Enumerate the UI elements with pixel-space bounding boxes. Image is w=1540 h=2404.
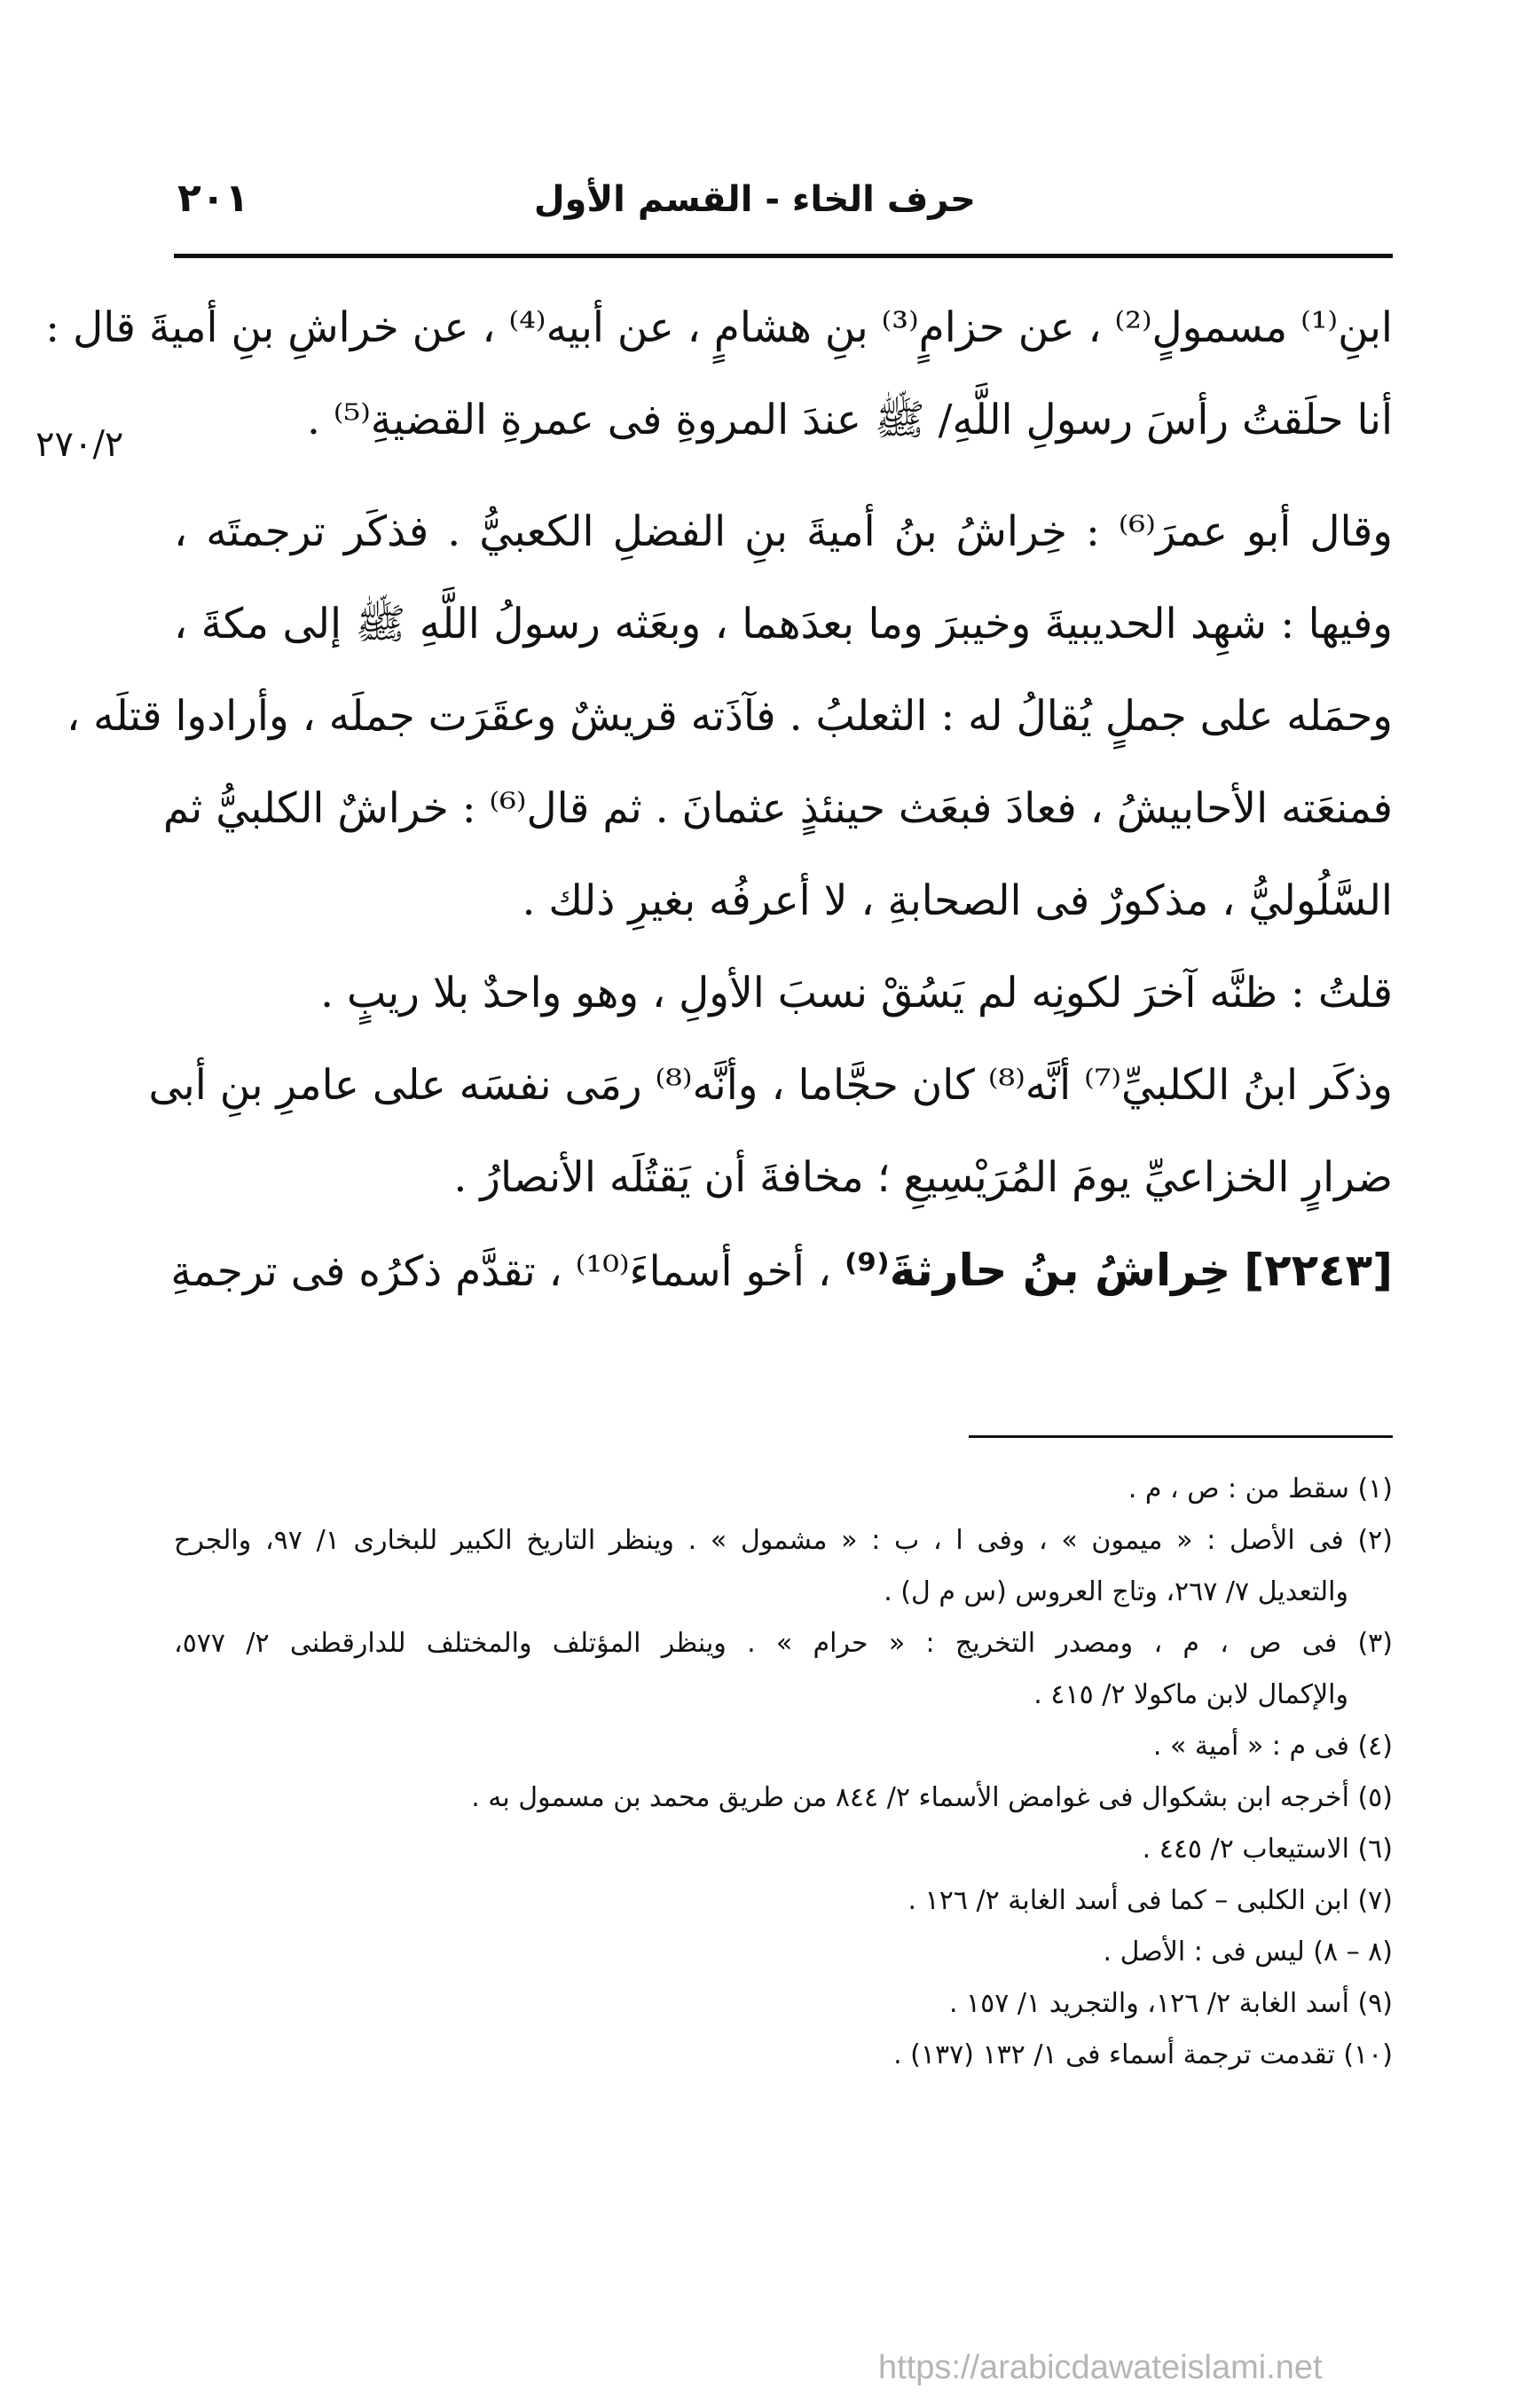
- entry-description: ، أخو أسماءَ⁽¹⁰⁾ ، تقدَّم ذكرُه فى ترجمةِ: [170, 1247, 832, 1296]
- text-line: وحمَله على جملٍ يُقالُ له : الثعلبُ . فآذَته قريشٌ وعقَرَت جملَه ، وأرادوا قتلَه ،: [67, 692, 1393, 741]
- footnote: (٢) فى الأصل : « ميمون » ، وفى ا ، ب : « مشمول » . وينظر التاريخ الكبير للبخارى ١/ ٩٧، والجرح: [174, 1525, 1393, 1556]
- text-line: فمنعَته الأحابيشُ ، فعادَ فبعَث حينئذٍ عثمانَ . ثم قال⁽⁶⁾ : خراشٌ الكلبيُّ ثم: [162, 784, 1393, 833]
- text-line: وذكَر ابنُ الكلبيِّ⁽⁷⁾ أنَّه⁽⁸⁾ كان حجَّاما ، وأنَّه⁽⁸⁾ رمَى نفسَه على عامرِ بنِ أبى: [148, 1061, 1393, 1110]
- footnote: (٣) فى ص ، م ، ومصدر التخريج : « حرام » . وينظر المؤتلف والمختلف للدارقطنى ٢/ ٥٧٧،: [174, 1628, 1393, 1659]
- entry-number: [٢٢٤٣]: [1244, 1245, 1393, 1296]
- running-title: حرف الخاء - القسم الأول: [533, 179, 976, 220]
- text-line: ابنِ⁽¹⁾ مسمولٍ⁽²⁾ ، عن حزامٍ⁽³⁾ بنِ هشامٍ ، عن أبيه⁽⁴⁾ ، عن خراشِ بنِ أميةَ قال :: [45, 303, 1393, 352]
- entry-heading-line: [170, 1224, 1393, 1316]
- watermark-url: https://arabicdawateislami.net: [878, 2349, 1323, 2386]
- text-line: ضرارٍ الخزاعيِّ يومَ المُرَيْسِيعِ ؛ مخافةَ أن يَقتُلَه الأنصارُ .: [453, 1153, 1393, 1202]
- text-line: وقال أبو عمرَ⁽⁶⁾ : خِراشُ بنُ أميةَ بنِ الفضلِ الكعبيُّ . فذكَر ترجمتَه ،: [174, 507, 1393, 556]
- marginal-volume-page-reference: ٢٧٠/٢: [35, 424, 124, 465]
- header-rule: [174, 254, 1393, 258]
- footnote: (٦) الاستيعاب ٢/ ٤٤٥ .: [1142, 1834, 1393, 1865]
- footnote: (٨ – ٨) ليس فى : الأصل .: [1103, 1937, 1393, 1968]
- footnote: (١٠) تقدمت ترجمة أسماء فى ١/ ١٣٢ (١٣٧) .: [893, 2039, 1393, 2070]
- running-header: [177, 174, 1393, 245]
- footnotes: [174, 1464, 1393, 2081]
- footnote-continuation: والإكمال لابن ماكولا ٢/ ٤١٥ .: [1033, 1679, 1348, 1710]
- page-number: ٢٠١: [177, 176, 249, 221]
- text-line: السَّلُوليُّ ، مذكورٌ فى الصحابةِ ، لا أعرفُه بغيرِ ذلك .: [522, 876, 1393, 925]
- text-line: قلتُ : ظنَّه آخرَ لكونِه لم يَسُقْ نسبَ الأولِ ، وهو واحدٌ بلا ريبٍ .: [320, 969, 1393, 1017]
- text-line: وفيها : شهِد الحديبيةَ وخيبرَ وما بعدَهما ، وبعَثه رسولُ اللَّهِ ﷺ إلى مكةَ ،: [174, 600, 1393, 648]
- footnote: (٧) ابن الكلبى – كما فى أسد الغابة ٢/ ١٢٦ .: [908, 1885, 1393, 1916]
- text-line: أنا حلَقتُ رأسَ رسولِ اللَّهِ/ ﷺ عندَ المروةِ فى عمرةِ القضيةِ⁽⁵⁾ .: [306, 396, 1393, 444]
- footnote-rule: [969, 1435, 1393, 1438]
- entry-name: خِراشُ بنُ حارثةَ⁽⁹⁾: [844, 1245, 1231, 1296]
- footnote: (١) سقط من : ص ، م .: [1128, 1473, 1393, 1504]
- footnote: (٥) أخرجه ابن بشكوال فى غوامض الأسماء ٢/ ٨٤٤ من طريق محمد بن مسمول به .: [471, 1782, 1393, 1813]
- footnote-continuation: والتعديل ٧/ ٢٦٧، وتاج العروس (س م ل) .: [884, 1576, 1348, 1607]
- footnote: (٩) أسد الغابة ٢/ ١٢٦، والتجريد ١/ ١٥٧ .: [948, 1988, 1393, 2019]
- paragraph-gap: [174, 467, 1393, 486]
- footnote: (٤) فى م : « أمية » .: [1152, 1731, 1393, 1762]
